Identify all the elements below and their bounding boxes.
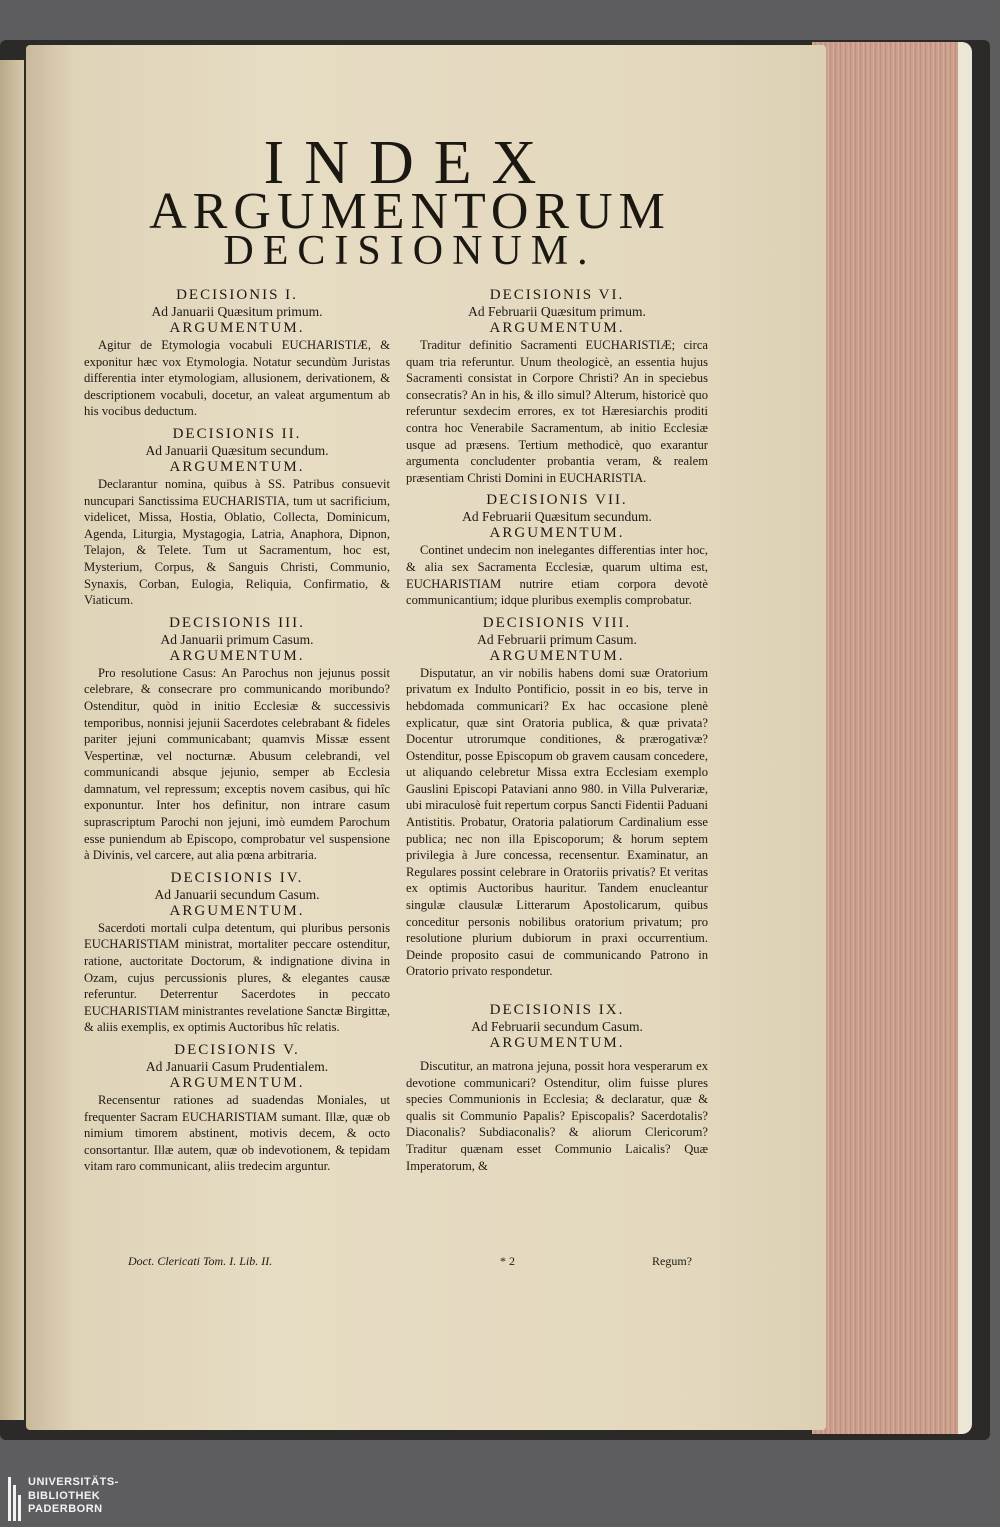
argument-label: ARGUMENTUM. (169, 458, 305, 475)
argument-label: ARGUMENTUM. (169, 1075, 305, 1091)
footer-running-title: Doct. Clericati Tom. I. Lib. II. (128, 1254, 273, 1268)
argument-label: ARGUMENTUM. (489, 1035, 625, 1051)
decision-block (84, 615, 390, 864)
library-line-3: PADERBORN (28, 1503, 103, 1515)
decision-heading: DECISIONIS VIII. (482, 614, 632, 631)
decision-block (406, 1002, 708, 1174)
decision-subheading: Ad Januarii primum Casum. (160, 631, 314, 647)
argument-text: Sacerdoti mortali culpa detentum, qui pluribus personis EUCHARISTIAM ministrat, mortaliter peccare ostenditur, ratione, auctoritate Doctorum, & indignatione divina in Ozam, cujus percussionis plures, & elegantes causæ referuntur. Deterrentur Sacerdotes in peccato EUCHARISTIAM ministrantes revelatione Sanctæ Birgittæ, & aliis exemplis, ex optimis Auctoribus hîc relatis. (84, 920, 390, 1035)
argument-text: Recensentur rationes ad suadendas Moniales, ut frequenter Sacram EUCHARISTIAM sumant. Illæ, quæ ob nimium timorem abstinent, motivis decem, & octo consortantur. Illæ autem, quæ ob indevotionem, & tepidam vitam raro communicant, aliis tredecim arguntur. (84, 1093, 390, 1174)
argument-text: Declarantur nomina, quibus à SS. Patribus consuevit nuncupari Sanctissima EUCHARISTIA, tum ut sacrificium, videlicet, Missa, Hostia, Oblatio, Collecta, Dominicum, Agenda, Liturgia, Mystagogia, Latria, Anaphora, Dipnon, Telajon, & Telete. Tum ut Sacramentum, hoc est, Mysterium, Corpus, & Sanguis Christi, Communio, Synaxis, Corban, Eulogia, Reliquia, Confirmatio, & Viaticum. (84, 476, 390, 608)
decision-block (406, 615, 708, 980)
library-watermark (28, 1476, 119, 1517)
footer-catchword: Regum? (652, 1254, 692, 1268)
argument-label: ARGUMENTUM. (169, 647, 305, 664)
argument-text: Continet undecim non inelegantes differentias inter hoc, & alia sex Sacramenta Ecclesiæ, quarum ultima est, EUCHARISTIAM nutrire etiam corpora devotè communicantium; idque pluribus exemplis comprobatur. (406, 543, 708, 608)
decision-subheading: Ad Februarii Quæsitum primum. (468, 304, 646, 319)
decision-heading: DECISIONIS III. (169, 614, 305, 631)
title-line-3: DECISIONUM. (223, 228, 597, 274)
argument-label: ARGUMENTUM. (169, 902, 305, 919)
decision-block (84, 426, 390, 609)
argument-label: ARGUMENTUM. (489, 525, 625, 542)
title-line-2: ARGUMENTORUM (149, 183, 671, 240)
decision-subheading: Ad Januarii Casum Prudentialem. (145, 1059, 329, 1074)
decision-heading: DECISIONIS II. (172, 425, 302, 442)
cover-edge (958, 42, 972, 1434)
decision-subheading: Ad Februarii Quæsitum secundum. (462, 509, 652, 525)
decision-heading: DECISIONIS VII. (486, 492, 628, 509)
right-column (406, 287, 708, 1174)
decision-subheading: Ad Januarii Quæsitum secundum. (145, 442, 329, 458)
argument-text: Disputatur, an vir nobilis habens domi suæ Oratorium privatum ex Indulto Pontificio, possit in eo bis, terve in hebdomada communicari? Ex hac occasione plenè explicatur, quæ sint Oratoria publica, & quæ privata? Docentur utrorumque conditiones, & prærogativæ? Ostenditur, posse Episcopum ob gravem causam concedere, ut aliquando celebretur Missa extra Ecclesiam exemplo Gauslini Episcopi Pataviani anno 980. in Villa Pulverariæ, ubi miraculosè fuit repertum corpus Sancti Fidentii Paduani Antistitis. Probatur, Oratoria palatiorum Cardinalium esse publica; nec non illa Episcoporum; & horum septem privilegia à Jure concessa, recensentur. Examinatur, an Regulares possint celebrare in Oratoriis privatis? Et veritas ex optimis Auctoribus hauritur. Tandem enucleantur singulæ clausulæ Litterarum Apostolicarum, quibus conceditur personis nobilibus oratorium privatum; pro resolutione plurium dubiorum in praxi occurrentium. Deinde proposito casui de communicando Patrono in Oratorio privato respondetur. (406, 665, 708, 979)
decision-subheading: Ad Januarii secundum Casum. (154, 886, 320, 902)
decision-heading: DECISIONIS IV. (170, 869, 304, 886)
footer-signature-mark: * 2 (500, 1254, 515, 1268)
decision-subheading: Ad Februarii secundum Casum. (471, 1019, 643, 1034)
decision-block (84, 1042, 390, 1175)
decision-subheading: Ad Februarii primum Casum. (477, 631, 637, 647)
argument-text: Pro resolutione Casus: An Parochus non jejunus possit celebrare, & consecrare pro communicando moribundo? Ostenditur, quòd in initio Ecclesiæ & successivis temporibus, nonnisi jejunii Sacerdotes celebrabant & fideles pariter jejuni communicabant; quamvis Missæ essent Vespertinæ, vel nocturnæ. Abusum celebrandi, vel communicandi absque jejunio, semper ab Ecclesia damnatum, vel repressum; exceptis novem casibus, qui hîc exponuntur. Inter hos definitur, non intrare casum suprascriptum Parochi non jejuni, imò eumdem Parochum esse puniendum ab Episcopo, comprobatur vel suspensione à Divinis, vel carcere, aut alia pœna arbitraria. (84, 665, 390, 863)
argument-label: ARGUMENTUM. (169, 320, 305, 336)
argument-text: Discutitur, an matrona jejuna, possit hora vesperarum ex devotione communicari? Ostenditur, olim fuisse plures species Communionis in Ecclesia; & declaratur, quæ & qualis sit Communio Papalis? Episcopalis? Sacerdotalis? Diaconalis? Subdiaconalis? & aliorum Clericorum? Traditur quænam esset Communio Laicalis? Quæ Imperatorum, & (406, 1059, 708, 1173)
title-line-1: INDEX (263, 129, 557, 197)
argument-label: ARGUMENTUM. (489, 647, 625, 664)
library-line-2: BIBLIOTHEK (28, 1489, 101, 1502)
decision-heading: DECISIONIS VI. (489, 287, 625, 303)
decision-block (84, 287, 390, 420)
left-page-edge (0, 60, 24, 1420)
library-line-1: UNIVERSITÄTS- (28, 1476, 119, 1488)
argument-text: Traditur definitio Sacramenti EUCHARISTIÆ; circa quam tria referuntur. Unum theologicè, an essentia hujus Sacramenti consistat in Corpore Christi? An in speciebus consecratis? An in his, & illo simul? Alterum, historicè quo referuntur sexdecim errores, ex tot Hæresiarchis proditi contra hoc Venerabile Sacramentum, ab initio Ecclesiæ usque ad præsens. Tertium methodicè, quo exarantur argumenta concludenter probantia veram, & realem præsentiam Christi Domini in EUCHARISTIA. (406, 338, 708, 485)
decision-subheading: Ad Januarii Quæsitum primum. (151, 304, 323, 319)
page-fore-edge (812, 42, 970, 1434)
left-column (84, 287, 390, 1175)
decision-block (406, 287, 708, 486)
library-logo-icon (8, 1477, 22, 1521)
decision-heading: DECISIONIS V. (174, 1042, 300, 1058)
decision-block (406, 492, 708, 608)
decision-heading: DECISIONIS IX. (489, 1002, 625, 1018)
decision-heading: DECISIONIS I. (176, 287, 298, 303)
argument-label: ARGUMENTUM. (489, 320, 625, 336)
argument-text: Agitur de Etymologia vocabuli EUCHARISTIÆ, & exponitur hæc vox Etymologia. Notatur secundùm Juristas differentia inter etymologiam, allusionem, derivationem, & descriptionem vocabuli, docetur, an valeat argumentum ab his vocibus deductum. (84, 338, 390, 419)
decision-block (84, 870, 390, 1036)
